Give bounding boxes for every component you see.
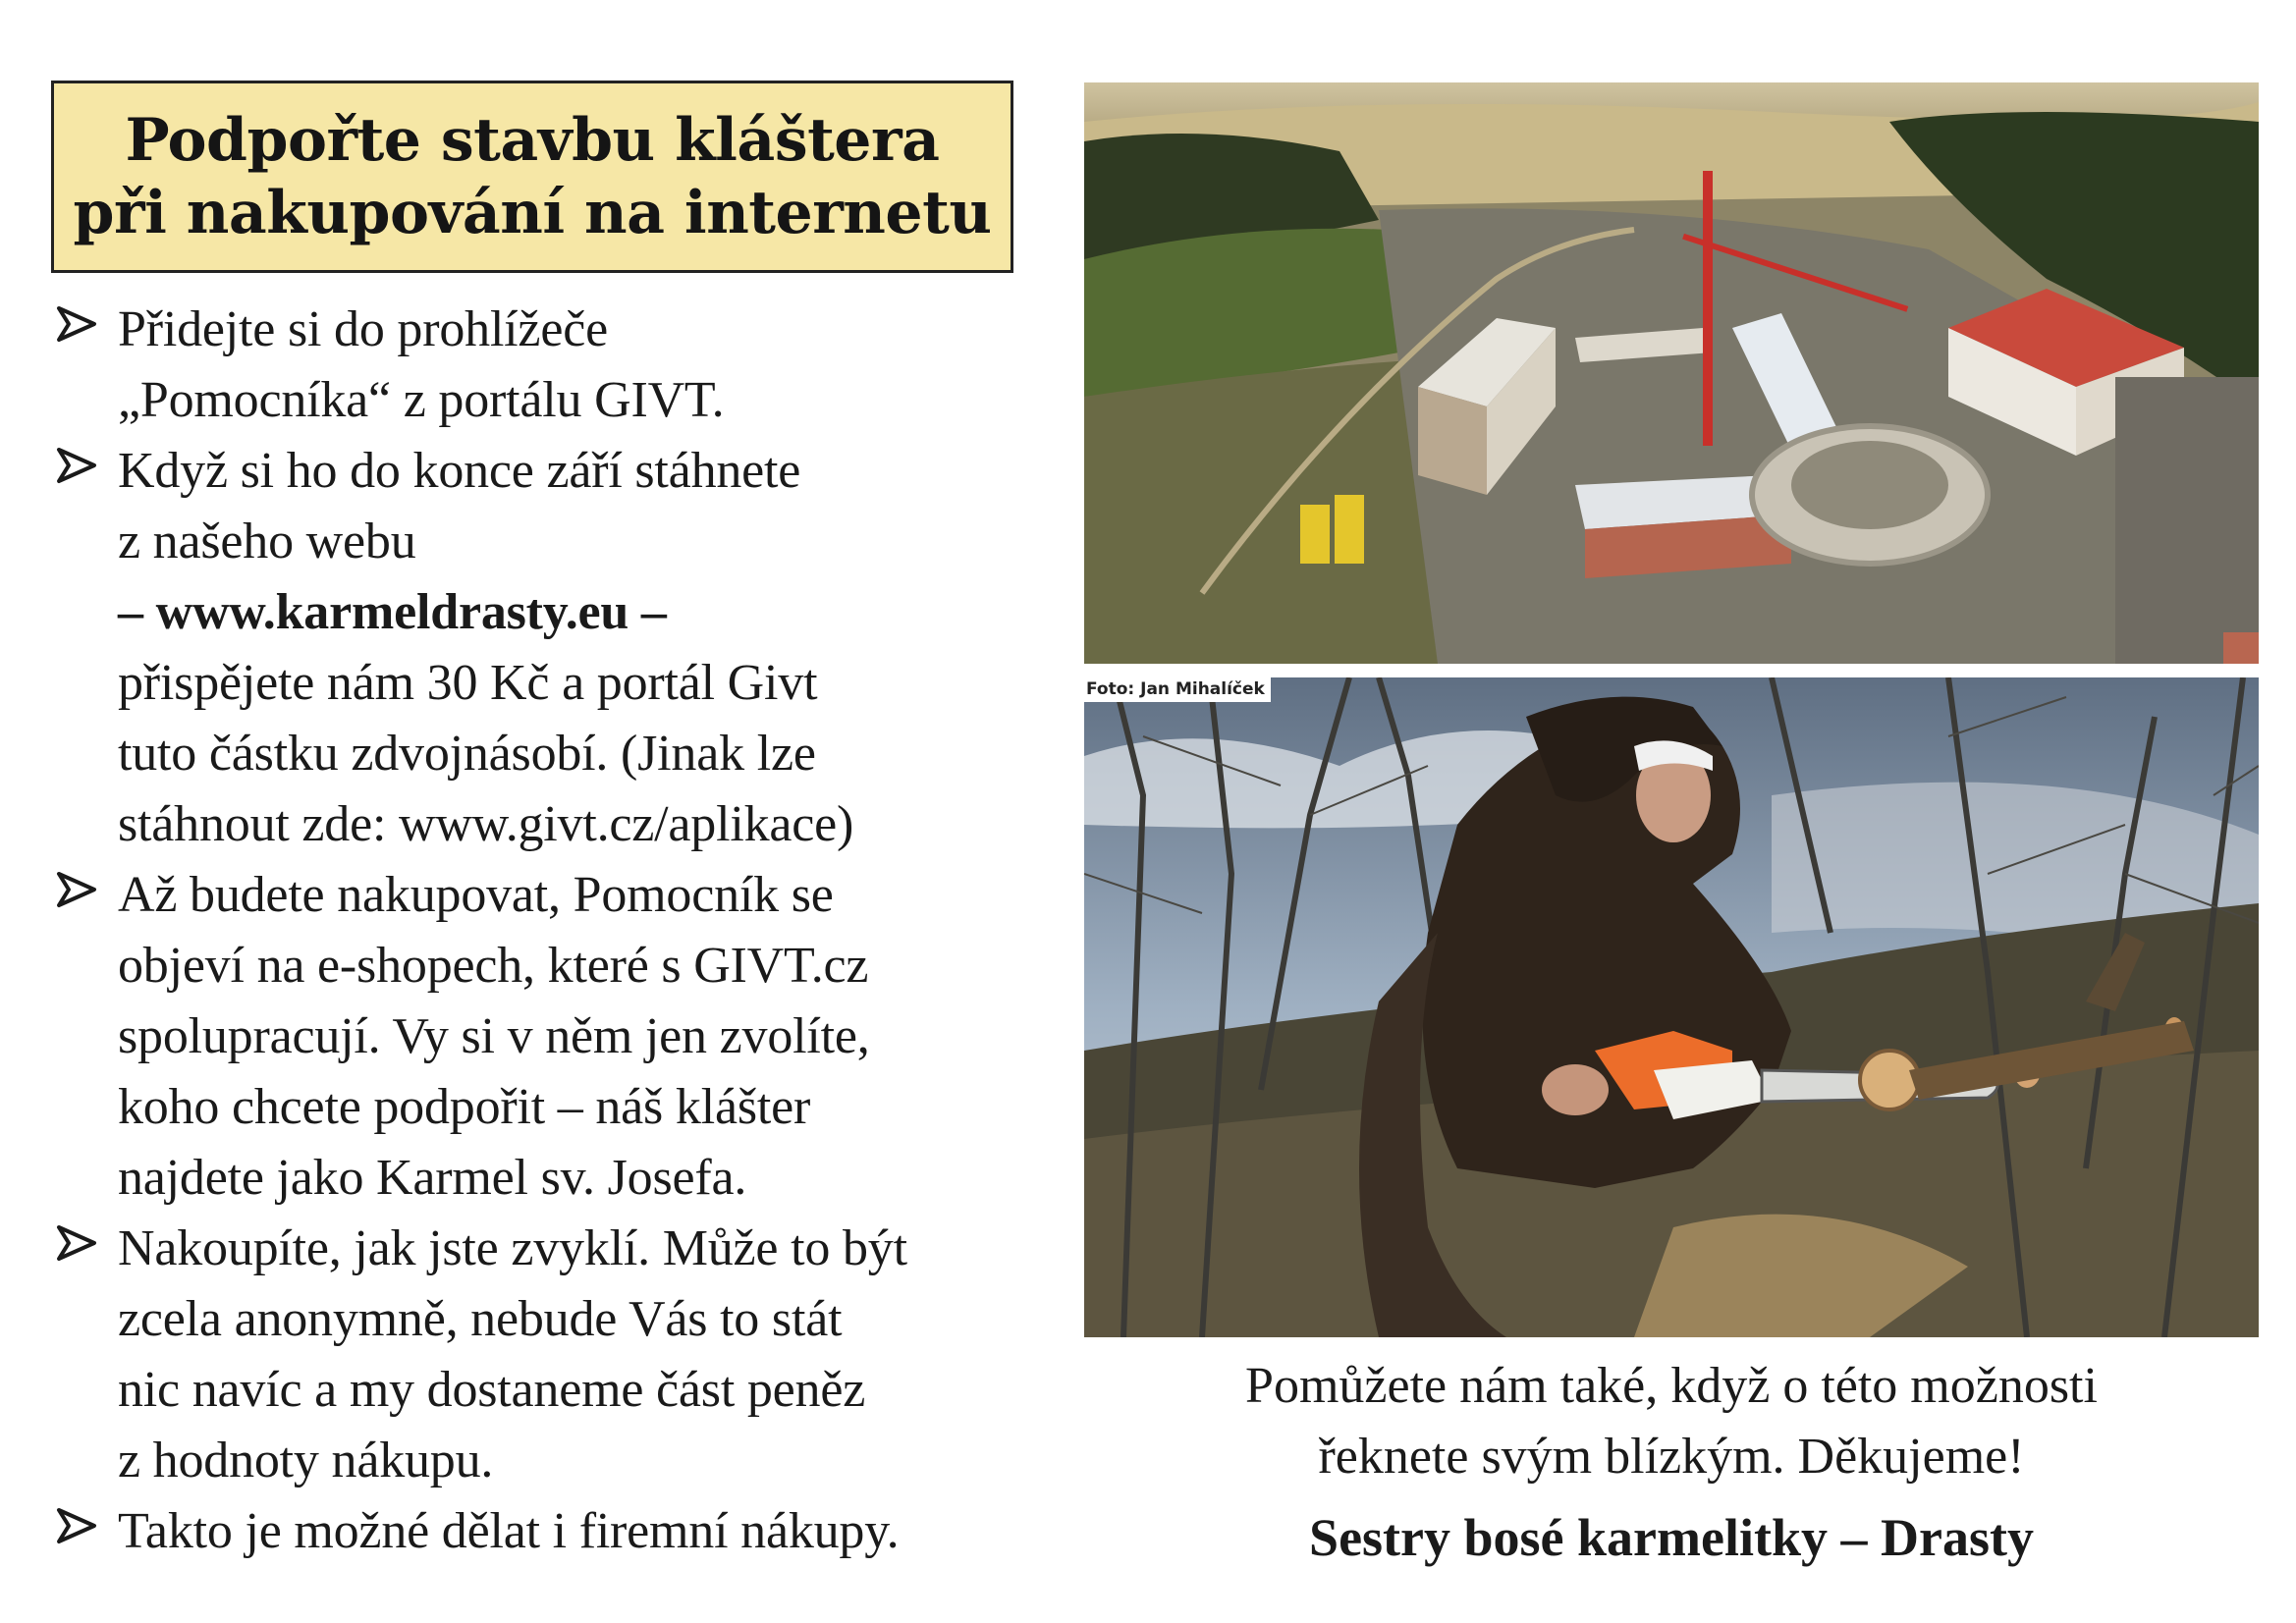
bullet-line: z našeho webu (118, 514, 416, 569)
bullet-line: objeví na e-shopech, které s GIVT.cz (118, 938, 869, 994)
bullet-line: Když si ho do konce září stáhnete (118, 443, 801, 499)
bullet-line: z hodnoty nákupu. (118, 1433, 494, 1488)
arrowhead-bullet-icon (55, 1221, 98, 1265)
bullet-line: zcela anonymně, nebude Vás to stát (118, 1291, 843, 1347)
bullet-line: přispějete nám 30 Kč a portál Givt (118, 655, 818, 711)
bullet-line: stáhnout zde: www.givt.cz/aplikace) (118, 796, 854, 852)
bullet-line: koho chcete podpořit – náš klášter (118, 1079, 811, 1135)
bullet-line: Až budete nakupovat, Pomocník se (118, 867, 834, 923)
bullet-item (55, 295, 1076, 436)
bullet-list (55, 295, 1076, 1567)
bullet-line: najdete jako Karmel sv. Josefa. (118, 1150, 747, 1206)
signature: Sestry bosé karmelitky – Drasty (1309, 1508, 2034, 1567)
caption-line-2: řeknete svým blízkým. Děkujeme! (1318, 1429, 2025, 1485)
bullet-line: Přidejte si do prohlížeče (118, 301, 608, 357)
aerial-construction-photo (1084, 82, 2259, 664)
arrowhead-bullet-icon (55, 868, 98, 911)
bullet-line: „Pomocníka“ z portálu GIVT. (118, 372, 725, 428)
arrowhead-bullet-icon (55, 302, 98, 346)
website-url: – www.karmeldrasty.eu – (118, 584, 667, 640)
nun-with-chainsaw-photo (1084, 677, 2259, 1337)
bullet-line: nic navíc a my dostaneme část peněz (118, 1362, 866, 1418)
bullet-line: Takto je možné dělat i firemní nákupy. (118, 1503, 900, 1559)
caption (1084, 1351, 2259, 1577)
bullet-item (55, 436, 1076, 860)
arrowhead-bullet-icon (55, 444, 98, 487)
bullet-line: spolupracují. Vy si v něm jen zvolíte, (118, 1008, 870, 1064)
bullet-item (55, 1214, 1076, 1496)
title-line-1: Podpořte stavbu kláštera (125, 106, 940, 175)
arrowhead-bullet-icon (55, 1504, 98, 1547)
photo-credit: Foto: Jan Mihalíček (1084, 677, 1271, 702)
bullet-item (55, 860, 1076, 1214)
bullet-line: tuto částku zdvojnásobí. (Jinak lze (118, 726, 816, 782)
caption-line-1: Pomůžete nám také, když o této možnosti (1245, 1358, 2098, 1414)
title-box (51, 81, 1013, 273)
title-line-2: při nakupování na internetu (73, 179, 992, 247)
bullet-line: Nakoupíte, jak jste zvyklí. Může to být (118, 1220, 907, 1276)
bullet-item (55, 1496, 1076, 1567)
